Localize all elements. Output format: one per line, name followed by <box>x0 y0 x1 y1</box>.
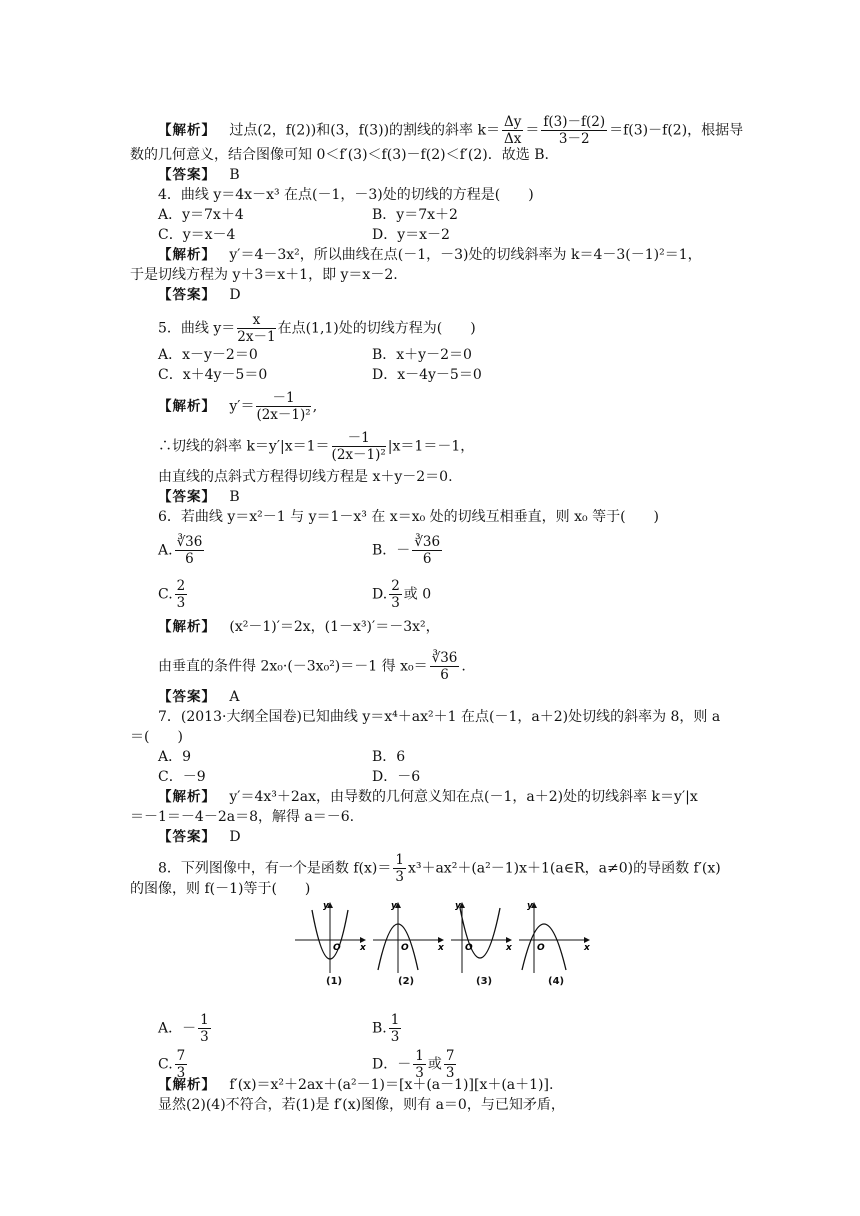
q5-option-c: C．x＋4y－5＝0 <box>158 367 268 383</box>
q5-answer <box>158 488 240 506</box>
svg-text:y: y <box>455 901 461 911</box>
q4-stem: 4．曲线 y＝4x－x³ 在点(－1，－3)处的切线的方程是( ) <box>158 187 534 203</box>
svg-text:x: x <box>506 943 512 953</box>
svg-text:y: y <box>391 901 397 911</box>
q7-option-b: B．6 <box>372 749 406 765</box>
q6-analysis-line2: 由垂直的条件得 2x₀·(－3x₀²)＝－1 得 x₀＝ $\frac{∛36}{6}$ . <box>158 650 466 683</box>
graph-4 <box>519 901 590 973</box>
q6-option-a: A. $\frac{∛36}{6}$ <box>158 534 203 567</box>
q4-option-a: A．y＝7x＋4 <box>158 207 244 223</box>
q4-analysis-line2: 于是切线方程为 y＋3＝x＋1，即 y＝x－2. <box>130 267 398 283</box>
q7-analysis: 【解析】 y′＝4x³＋2ax，由导数的几何意义知在点(－1，a＋2)处的切线斜率 k＝y′|x <box>158 789 698 805</box>
graph-3 <box>451 901 513 973</box>
answer-label: 【答案】 <box>158 689 216 705</box>
q7-answer <box>158 828 241 846</box>
analysis-label: 【解析】 <box>158 619 216 635</box>
svg-text:O: O <box>333 943 341 953</box>
q4-option-d: D．y＝x－2 <box>372 227 450 243</box>
q7-option-d: D．－6 <box>372 769 421 785</box>
svg-text:y: y <box>323 901 329 911</box>
q4-option-b: B．y＝7x＋2 <box>372 207 458 223</box>
q5-option-b: B．x＋y－2＝0 <box>372 347 472 363</box>
analysis-label: 【解析】 <box>158 398 216 415</box>
q7-stem-line2: ＝( ) <box>130 729 183 745</box>
answer-label: 【答案】 <box>158 287 216 303</box>
q8-option-c: C. $\frac{7}{3}$ <box>158 1048 186 1081</box>
q7-analysis-line2: ＝－1＝－4－2a＝8，解得 a＝－6. <box>130 809 355 825</box>
q3-analysis-line2: 数的几何意义，结合图像可知 0＜f′(3)＜f(3)－f(2)＜f′(2)．故选 B. <box>130 147 549 163</box>
q6-answer <box>158 688 239 706</box>
svg-text:y: y <box>527 901 533 911</box>
q5-stem: 5．曲线 y＝ $\frac{x}{2x-1}$ 在点(1,1)处的切线方程为( ) <box>158 312 476 345</box>
q5-derivative-fraction: $\frac{-1}{\text{(2x－1)²}}$ <box>256 390 311 423</box>
graph-label-1: (1) <box>326 976 343 987</box>
svg-text:O: O <box>401 943 409 953</box>
answer-label: 【答案】 <box>158 489 216 505</box>
graph-1 <box>295 901 367 973</box>
q5-option-d: D．x－4y－5＝0 <box>372 367 482 383</box>
graph-label-3: (3) <box>476 976 493 987</box>
q3-answer-value: B <box>229 167 240 183</box>
graph-label-4: (4) <box>548 976 565 987</box>
q8-stem-line2: 的图像，则 f(－1)等于( ) <box>130 881 311 897</box>
answer-label: 【答案】 <box>158 167 216 183</box>
q5-analysis: 【解析】 y′＝ $\frac{-1}{\text{(2x－1)²}}$ , <box>158 390 318 423</box>
q7-option-a: A．9 <box>158 749 192 765</box>
q8-option-b: B. $\frac{1}{3}$ <box>372 1012 400 1045</box>
q6-option-b: B．－ $\frac{∛36}{6}$ <box>372 534 441 567</box>
q3-analysis-text-b: ＝f(3)－f(2)，根据导 <box>609 122 744 139</box>
graph-label-2: (2) <box>398 976 415 987</box>
q4-option-c: C．y＝x－4 <box>158 227 236 243</box>
graph-2 <box>373 901 445 973</box>
q4-answer-value: D <box>229 287 241 303</box>
svg-text:O: O <box>537 943 545 953</box>
q5-analysis-line3: 由直线的点斜式方程得切线方程是 x＋y－2＝0. <box>158 469 453 485</box>
analysis-label: 【解析】 <box>158 789 216 805</box>
q7-option-c: C．－9 <box>158 769 206 785</box>
q7-answer-value: D <box>229 829 241 845</box>
svg-text:x: x <box>438 943 444 953</box>
derivative-graphs-figure <box>290 898 590 990</box>
analysis-label: 【解析】 <box>158 247 216 263</box>
q3-analysis: 【解析】 过点(2，f(2))和(3，f(3))的割线的斜率 k＝ $\frac{\Delta y}{\Delta x}$ ＝ $\frac{f(3)-f(2)}{3-2}$ ＝f(3)－f(2)，根据导 <box>158 114 744 147</box>
svg-text:x: x <box>360 943 366 953</box>
analysis-label: 【解析】 <box>158 1077 216 1093</box>
q5-option-a: A．x－y－2＝0 <box>158 347 258 363</box>
answer-label: 【答案】 <box>158 829 216 845</box>
q4-analysis-text: y′＝4－3x²，所以曲线在点(－1，－3)处的切线斜率为 k＝4－3(－1)²＝1， <box>229 247 702 263</box>
q8-analysis: 【解析】 f′(x)＝x²＋2ax＋(a²－1)＝[x＋(a－1)][x＋(a＋1)]. <box>158 1077 554 1093</box>
q8-option-a: A．－ $\frac{1}{3}$ <box>158 1012 209 1045</box>
q5-slope-fraction: $\frac{-1}{\text{(2x－1)²}}$ <box>331 430 386 463</box>
q8-option-d: D．－ $\frac{1}{3}$ 或 $\frac{7}{3}$ <box>372 1048 455 1081</box>
q4-answer <box>158 286 241 304</box>
q3-analysis-text-a: 过点(2，f(2))和(3，f(3))的割线的斜率 k＝ <box>229 122 500 139</box>
q6-option-c: C. $\frac{2}{3}$ <box>158 578 186 611</box>
q8-analysis-line2: 显然(2)(4)不符合，若(1)是 f′(x)图像，则有 a＝0，与已知矛盾， <box>158 1097 565 1113</box>
q5-answer-value: B <box>229 489 240 505</box>
svg-text:x: x <box>584 943 590 953</box>
delta-fraction: $\frac{\Delta y}{\Delta x}$ <box>503 114 522 147</box>
q6-option-d: D. $\frac{2}{3}$ 或 0 <box>372 578 432 611</box>
q8-stem: 8．下列图像中，有一个是函数 f(x)＝ $\frac{1}{3}$ x³＋ax²＋(a²－1)x＋1(a∈R，a≠0)的导函数 f′(x) <box>158 852 721 885</box>
q3-answer <box>158 166 240 184</box>
q6-stem: 6．若曲线 y＝x²－1 与 y＝1－x³ 在 x＝x₀ 处的切线互相垂直，则 x₀ 等于( ) <box>158 509 659 525</box>
q6-analysis: 【解析】 (x²－1)′＝2x，(1－x³)′＝－3x²， <box>158 619 440 635</box>
svg-text:O: O <box>465 943 473 953</box>
q5-analysis-line2: ∴切线的斜率 k＝y′|x＝1＝ $\frac{-1}{\text{(2x－1)²}}$ |x＝1＝－1， <box>158 430 475 463</box>
analysis-label: 【解析】 <box>158 122 216 139</box>
q5-fraction: $\frac{x}{2x-1}$ <box>237 312 276 345</box>
secant-fraction: $\frac{f(3)-f(2)}{3-2}$ <box>543 114 606 147</box>
q7-stem: 7．(2013·大纲全国卷)已知曲线 y＝x⁴＋ax²＋1 在点(－1，a＋2)处切线的斜率为 8，则 a <box>158 709 721 725</box>
q4-analysis <box>158 246 702 264</box>
graph-panels <box>290 898 590 978</box>
q6-answer-value: A <box>229 689 240 705</box>
